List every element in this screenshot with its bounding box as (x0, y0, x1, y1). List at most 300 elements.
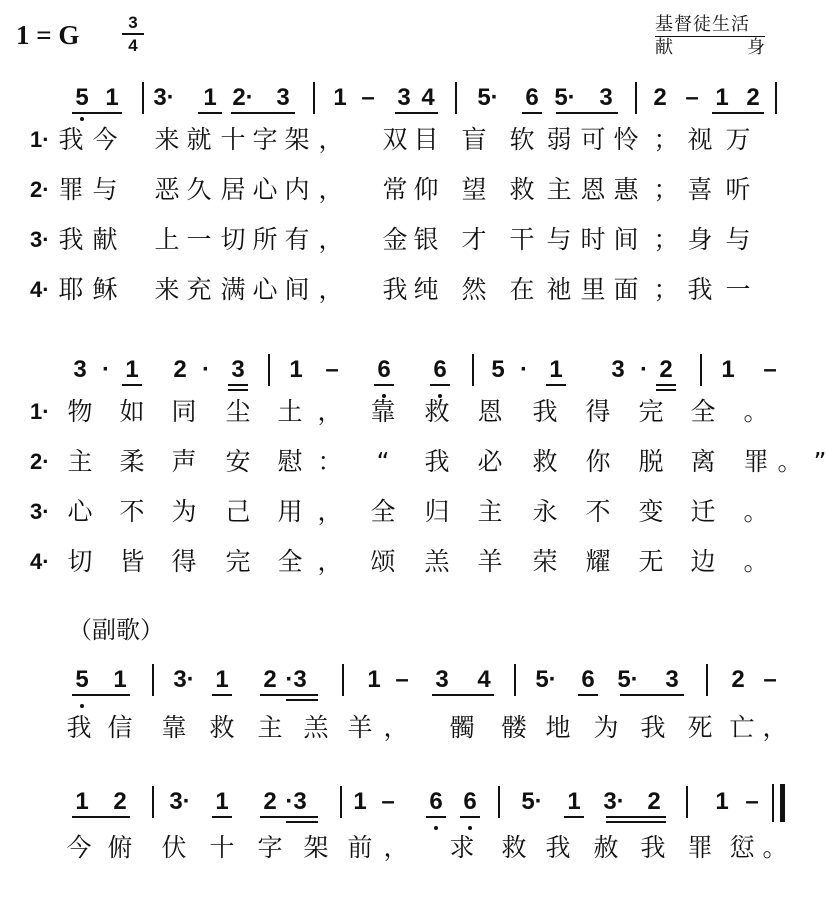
lyric-char: 仰 (413, 175, 439, 204)
lyric-char: 然 (461, 275, 487, 304)
lyric-char: 。 (743, 547, 769, 576)
lyric-char: 架 (303, 833, 329, 862)
note: 4 (421, 84, 435, 111)
beam-underline (426, 816, 446, 818)
lyric-char: “ (376, 447, 390, 476)
lyric-char: 就 (186, 125, 212, 154)
beam-underline-double (606, 821, 666, 823)
note: 2 (113, 788, 127, 815)
lyric-char: 内 (284, 175, 310, 204)
lyric-char: 得 (171, 547, 197, 576)
lyric-char: ， (317, 497, 343, 526)
barline (342, 664, 344, 696)
note: 2 (659, 356, 673, 383)
lyric-char: 视 (687, 125, 713, 154)
barline (700, 354, 702, 386)
lyric-char: 死 (687, 713, 713, 742)
lyric-row (0, 832, 800, 864)
lyric-row (0, 396, 800, 428)
lyric-char: 恶 (154, 175, 180, 204)
note: · (202, 356, 210, 383)
verse-number: 1· (30, 127, 50, 152)
lyric-char: 。 (743, 397, 769, 426)
lyric-char: 愆 (729, 833, 755, 862)
lyric-char: 里 (580, 275, 606, 304)
lyric-char: 安 (225, 447, 251, 476)
lyric-char: 羊 (347, 713, 373, 742)
lyric-char: 耶 (58, 275, 84, 304)
lyric-char: 我 (382, 275, 408, 304)
source-attribution (655, 14, 765, 59)
note: 3· (603, 788, 625, 815)
lyric-char: 万 (725, 125, 751, 154)
note: 3· (153, 84, 175, 111)
time-signature (122, 14, 144, 55)
lyric-char: 无 (638, 547, 664, 576)
lyric-char: 来 (154, 125, 180, 154)
lyric-char: 听 (725, 175, 751, 204)
note: ·3 (285, 788, 307, 815)
lyric-char: 稣 (92, 275, 118, 304)
beam-underline (620, 694, 684, 696)
lyric-char: 金 (382, 225, 408, 254)
barline (152, 664, 154, 696)
beam-underline (231, 112, 295, 114)
note: 1 (721, 356, 735, 383)
verse-number: 4· (30, 549, 50, 574)
beam-underline-double (286, 821, 318, 823)
beam-underline-double (286, 699, 318, 701)
verse-number: 3· (30, 227, 50, 252)
lyric-char: 喜 (687, 175, 713, 204)
lyric-char: 与 (92, 175, 118, 204)
lyric-char: ； (653, 175, 679, 204)
note: 1 (105, 84, 119, 111)
lyric-char: 赦 (593, 833, 619, 862)
beam-underline (522, 112, 542, 114)
barline (340, 786, 342, 818)
lyric-char: 字 (257, 833, 283, 862)
note: 2 (263, 666, 277, 693)
lyric-char: 目 (413, 125, 439, 154)
lyric-char: 全 (277, 547, 303, 576)
lyric-char: 所 (252, 225, 278, 254)
note: 1 (353, 788, 367, 815)
note: 6 (581, 666, 595, 693)
lyric-char: 心 (67, 497, 93, 526)
lyric-char: 全 (690, 397, 716, 426)
lyric-char: 地 (545, 713, 571, 742)
lyric-char: 弱 (546, 125, 572, 154)
barline (152, 786, 154, 818)
lyric-char: 主 (257, 713, 283, 742)
final-barline-thin (772, 784, 774, 822)
lyric-char: 我 (58, 225, 84, 254)
beam-underline (198, 112, 222, 114)
lyric-char: 身 (687, 225, 713, 254)
lyric-char: 完 (638, 397, 664, 426)
note: – (395, 666, 409, 693)
lyric-char: 恩 (477, 397, 503, 426)
lyric-char: 物 (67, 397, 93, 426)
lyric-char: 髅 (501, 713, 527, 742)
verse-number: 1· (30, 399, 50, 424)
lyric-char: 心 (252, 175, 278, 204)
barline (775, 82, 777, 114)
lyric-char: 才 (461, 225, 487, 254)
note: 3 (599, 84, 613, 111)
lyric-char: 软 (509, 125, 535, 154)
note: · (520, 356, 528, 383)
lyric-char: 今 (66, 833, 92, 862)
song-title: 献 身 (655, 37, 765, 58)
note: 2 (746, 84, 760, 111)
lyric-char: 银 (413, 225, 439, 254)
lyric-char: ： (317, 447, 343, 476)
key-signature: 1 = G (16, 20, 80, 50)
note: 3 (276, 84, 290, 111)
note: 6 (433, 356, 447, 383)
lyric-char: 十 (209, 833, 235, 862)
barline (313, 82, 315, 114)
lyric-char: ； (653, 125, 679, 154)
lyric-char: 上 (154, 225, 180, 254)
lyric-char: 用 (277, 497, 303, 526)
note: 3 (397, 84, 411, 111)
note: 6 (377, 356, 391, 383)
lyric-char: ， (383, 833, 409, 862)
lyric-char: 盲 (461, 125, 487, 154)
lyric-char: 怜 (613, 125, 639, 154)
lyric-char: 救 (509, 175, 535, 204)
lyric-char: 有 (284, 225, 310, 254)
lyric-char: ， (318, 225, 344, 254)
lyric-char: ” (813, 447, 826, 476)
lyric-char: 荣 (532, 547, 558, 576)
lyric-row (0, 274, 800, 306)
lyric-char: 字 (252, 125, 278, 154)
lyric-char: 在 (509, 275, 535, 304)
note: 2 (173, 356, 187, 383)
note: – (763, 356, 777, 383)
note: · (102, 356, 110, 383)
lyric-char: 归 (424, 497, 450, 526)
lyric-char: 颂 (370, 547, 396, 576)
lyric-row (0, 446, 826, 478)
beam-underline (122, 384, 142, 386)
lyric-char: 羊 (477, 547, 503, 576)
note: 1 (715, 788, 729, 815)
lyric-char: 我 (532, 397, 558, 426)
lyric-char: ， (318, 125, 344, 154)
lyric-char: 常 (382, 175, 408, 204)
beam-underline (228, 384, 248, 386)
lyric-char: 罪 (687, 833, 713, 862)
lyric-char: 居 (220, 175, 246, 204)
lyric-char: ； (653, 275, 679, 304)
chorus-label: （副歌） (68, 616, 164, 644)
lyric-char: 与 (546, 225, 572, 254)
beam-underline (546, 384, 566, 386)
barline (472, 354, 474, 386)
barline (635, 82, 637, 114)
note: 1 (75, 788, 89, 815)
note: 2 (263, 788, 277, 815)
barline (514, 664, 516, 696)
lyric-char: 望 (461, 175, 487, 204)
barline (706, 664, 708, 696)
lower-octave-dot (80, 704, 84, 708)
lyric-char: 脱 (638, 447, 664, 476)
note: 4 (477, 666, 491, 693)
note: 1 (715, 84, 729, 111)
note: 2· (232, 84, 254, 111)
note: 2 (731, 666, 745, 693)
lyric-char: 主 (67, 447, 93, 476)
note: 5· (554, 84, 576, 111)
lyric-row (0, 174, 800, 206)
lyric-char: 髑 (449, 713, 475, 742)
lyric-char: 救 (209, 713, 235, 742)
lyric-row (0, 496, 800, 528)
lyric-char: 为 (593, 713, 619, 742)
beam-underline (460, 816, 480, 818)
note: – (685, 84, 699, 111)
lyric-char: 间 (613, 225, 639, 254)
lyric-char: 不 (585, 497, 611, 526)
lyric-char: 为 (171, 497, 197, 526)
barline (268, 354, 270, 386)
beam-underline (432, 694, 494, 696)
note: 6 (429, 788, 443, 815)
lyric-char: 来 (154, 275, 180, 304)
lyric-char: 慰 (277, 447, 303, 476)
lyric-char: 亡 (729, 713, 755, 742)
note: – (361, 84, 375, 111)
verse-number: 3· (30, 499, 50, 524)
note: 5· (477, 84, 499, 111)
lyric-char: 间 (284, 275, 310, 304)
lyric-char: 伏 (161, 833, 187, 862)
lyric-char: 救 (424, 397, 450, 426)
lower-octave-dot (434, 826, 438, 830)
note: 1 (549, 356, 563, 383)
beam-underline (564, 816, 584, 818)
lyric-row (0, 546, 800, 578)
beam-underline (712, 112, 764, 114)
note: 1 (289, 356, 303, 383)
note: 3 (231, 356, 245, 383)
note: 2 (653, 84, 667, 111)
beam-underline (72, 694, 130, 696)
lyric-char: 架 (284, 125, 310, 154)
lyric-char: 我 (424, 447, 450, 476)
lyric-char: 恩 (580, 175, 606, 204)
note: 1 (113, 666, 127, 693)
lyric-char: 如 (119, 397, 145, 426)
lyric-char: ， (762, 713, 788, 742)
lyric-char: 我 (58, 125, 84, 154)
lyric-char: 纯 (413, 275, 439, 304)
lyric-char: 俯 (107, 833, 133, 862)
lyric-char: 羔 (424, 547, 450, 576)
beam-underline (212, 816, 232, 818)
note: 6 (463, 788, 477, 815)
lyric-char: 切 (220, 225, 246, 254)
lyric-char: 与 (725, 225, 751, 254)
lyric-char: 耀 (585, 547, 611, 576)
lyric-char: 永 (532, 497, 558, 526)
verse-number: 2· (30, 177, 50, 202)
note: 3 (611, 356, 625, 383)
lyric-char: 面 (613, 275, 639, 304)
lyric-char: ， (318, 275, 344, 304)
beam-underline (72, 816, 130, 818)
lyric-char: 主 (546, 175, 572, 204)
lyric-row (0, 712, 800, 744)
lyric-char: 靠 (161, 713, 187, 742)
lyric-char: 声 (171, 447, 197, 476)
lyric-char: ， (318, 175, 344, 204)
lyric-char: 羔 (303, 713, 329, 742)
lyric-char: 救 (501, 833, 527, 862)
note: 1 (215, 666, 229, 693)
lyric-char: 。 (777, 447, 803, 476)
beam-underline-double (228, 389, 248, 391)
lyric-char: 十 (220, 125, 246, 154)
lyric-char: 时 (580, 225, 606, 254)
note: ·3 (285, 666, 307, 693)
note: – (745, 788, 759, 815)
lyric-char: 救 (532, 447, 558, 476)
verse-number: 4· (30, 277, 50, 302)
note: – (763, 666, 777, 693)
lyric-char: 主 (477, 497, 503, 526)
lyric-char: 全 (370, 497, 396, 526)
note: 3· (173, 666, 195, 693)
barline (142, 82, 144, 114)
note: 1 (367, 666, 381, 693)
time-signature-numerator: 3 (122, 14, 144, 35)
barline (686, 786, 688, 818)
lyric-char: ， (317, 547, 343, 576)
beam-underline (578, 694, 598, 696)
lyric-char: 己 (225, 497, 251, 526)
lyric-char: 迁 (690, 497, 716, 526)
lyric-char: 惠 (613, 175, 639, 204)
note: 5 (75, 666, 89, 693)
note: 5 (491, 356, 505, 383)
note: 3 (435, 666, 449, 693)
note: 5· (617, 666, 639, 693)
note: 3· (169, 788, 191, 815)
lyric-char: 我 (640, 833, 666, 862)
lyric-char: 靠 (370, 397, 396, 426)
note: 2 (647, 788, 661, 815)
lyric-char: 皆 (119, 547, 145, 576)
beam-underline (260, 816, 318, 818)
lyric-char: 必 (477, 447, 503, 476)
note: – (325, 356, 339, 383)
lyric-char: 切 (67, 547, 93, 576)
lyric-char: 不 (119, 497, 145, 526)
lyric-char: 同 (171, 397, 197, 426)
lyric-char: 柔 (119, 447, 145, 476)
lyric-char: 充 (186, 275, 212, 304)
beam-underline (556, 112, 618, 114)
note: 1 (567, 788, 581, 815)
lyric-char: 完 (225, 547, 251, 576)
lyric-char: ， (317, 397, 343, 426)
lyric-char: 我 (66, 713, 92, 742)
lyric-row (0, 224, 800, 256)
lyric-char: 尘 (225, 397, 251, 426)
note: – (381, 788, 395, 815)
lyric-char: 求 (449, 833, 475, 862)
lyric-char: 我 (640, 713, 666, 742)
lyric-char: 离 (690, 447, 716, 476)
lyric-char: ， (383, 713, 409, 742)
note: 1 (203, 84, 217, 111)
lyric-char: 一 (725, 275, 751, 304)
verse-number: 2· (30, 449, 50, 474)
lyric-row (0, 124, 800, 156)
lyric-char: 土 (277, 397, 303, 426)
barline (498, 786, 500, 818)
note: 5· (535, 666, 557, 693)
lyric-char: 罪 (743, 447, 769, 476)
lyric-char: 。 (743, 497, 769, 526)
lyric-char: 献 (92, 225, 118, 254)
lyric-char: 双 (382, 125, 408, 154)
note: · (640, 356, 648, 383)
note: 3 (73, 356, 87, 383)
beam-underline (395, 112, 438, 114)
time-signature-denominator: 4 (128, 36, 138, 55)
lyric-char: 信 (107, 713, 133, 742)
lyric-char: 得 (585, 397, 611, 426)
final-barline-thick (780, 784, 785, 822)
barline (455, 82, 457, 114)
beam-underline (72, 112, 122, 114)
lower-octave-dot (80, 117, 84, 121)
lyric-char: 前 (347, 833, 373, 862)
note: 1 (215, 788, 229, 815)
lower-octave-dot (468, 826, 472, 830)
lyric-char: 干 (509, 225, 535, 254)
note: 5· (521, 788, 543, 815)
note: 3 (665, 666, 679, 693)
lyric-char: 边 (690, 547, 716, 576)
beam-underline (606, 816, 666, 818)
beam-underline (656, 384, 676, 386)
lyric-char: 。 (762, 833, 788, 862)
lyric-char: 可 (580, 125, 606, 154)
note: 1 (333, 84, 347, 111)
beam-underline (430, 384, 450, 386)
lyric-char: 今 (92, 125, 118, 154)
lyric-char: 久 (186, 175, 212, 204)
note: 5 (75, 84, 89, 111)
note: 6 (525, 84, 539, 111)
lyric-char: 罪 (58, 175, 84, 204)
beam-underline (260, 694, 318, 696)
lyric-char: 我 (545, 833, 571, 862)
source-title: 基督徒生活 (655, 14, 765, 37)
lyric-char: 祂 (546, 275, 572, 304)
lyric-char: 变 (638, 497, 664, 526)
beam-underline (212, 694, 232, 696)
